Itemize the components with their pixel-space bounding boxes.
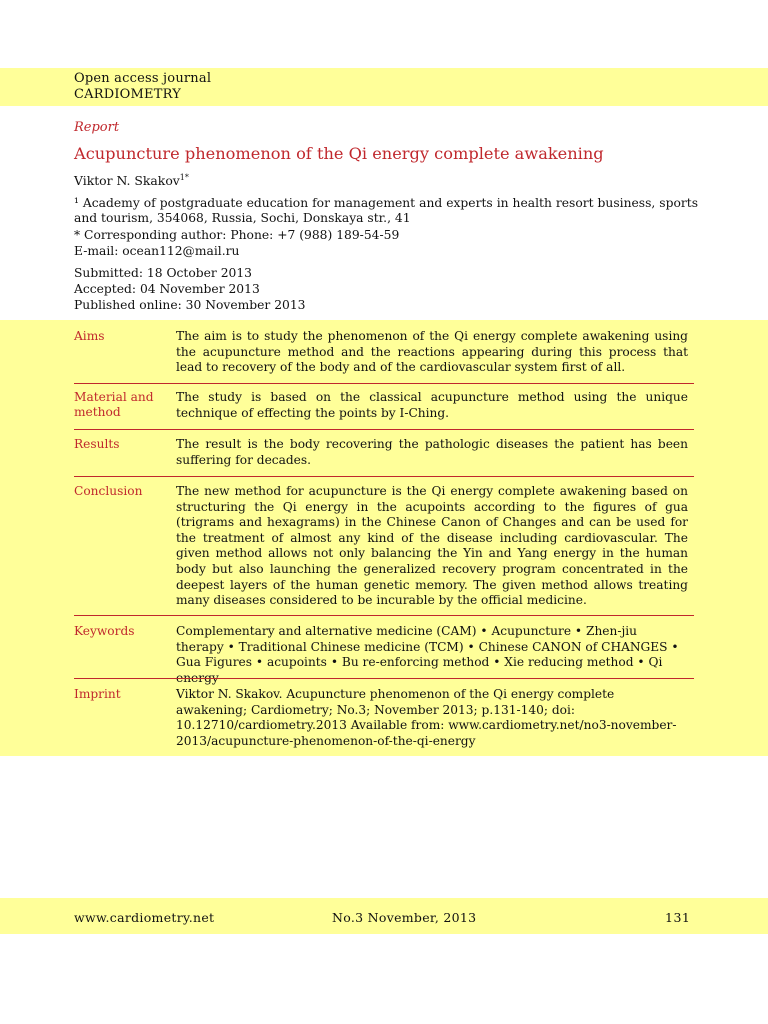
- row-divider: [74, 476, 694, 477]
- abstract-text-method: The study is based on the classical acupuncture method using the unique technique of effecting the points by I-Ching.: [176, 390, 688, 420]
- abstract-label-method: Material and method: [74, 390, 154, 420]
- published-date: Published online: 30 November 2013: [74, 298, 306, 312]
- abstract-text-imprint: Viktor N. Skakov. Acupuncture phenomenon of the Qi energy complete awakening; Cardiometry; No.3; November 2013; p.131-140; doi: 10.12710/cardiometry.2013 Available from: www.cardiometry.net/no3-november-2013/acupuncture-phenomenon-of-the-qi-energy: [176, 687, 677, 748]
- article-title: Acupuncture phenomenon of the Qi energy complete awakening: [74, 144, 604, 163]
- article-type-label: Report: [74, 120, 120, 135]
- journal-name: CARDIOMETRY: [74, 87, 181, 102]
- author-marks: 1*: [179, 173, 189, 182]
- footer-issue: No.3 November, 2013: [332, 910, 477, 925]
- page-number: 131: [665, 910, 691, 925]
- abstract-label-imprint: Imprint: [74, 687, 121, 701]
- abstract-label-conclusion: Conclusion: [74, 484, 143, 498]
- abstract-label-keywords: Keywords: [74, 624, 135, 638]
- abstract-text-aims: The aim is to study the phenomenon of the Qi energy complete awakening using the acupuncture method and the reactions appearing during this process that lead to recovery of the body and of the cardiovascular system first of all.: [176, 329, 688, 375]
- abstract-text-conclusion: The new method for acupuncture is the Qi energy complete awakening based on structuring the Qi energy in the acupoints according to the figures of gua (trigrams and hexagrams) in the Chinese Canon of Changes and can be used for the treatment of almost any kind of the disease including cardiovascular. The given method allows not only balancing the Yin and Yang energy in the human body but also launching the generalized recovery program concentrated in the deepest layers of the human genetic memory. The given method allows treating many diseases considered to be incurable by the official medicine.: [176, 484, 688, 608]
- submitted-date: Submitted: 18 October 2013: [74, 266, 252, 280]
- corresponding-author: * Corresponding author: Phone: +7 (988) 189-54-59: [74, 228, 400, 242]
- footer-url: www.cardiometry.net: [74, 910, 215, 925]
- row-divider: [74, 383, 694, 384]
- journal-type: Open access journal: [74, 71, 212, 86]
- abstract-text-keywords: Complementary and alternative medicine (CAM) • Acupuncture • Zhen-jiu therapy • Traditional Chinese medicine (TCM) • Chinese CANON of CHANGES • Gua Figures • acupoints • Bu re-enforcing method • Xie reducing method • Qi energy: [176, 624, 679, 685]
- author-line: [74, 173, 189, 188]
- author-name: Viktor N. Skakov: [74, 173, 180, 189]
- affiliation: ¹ Academy of postgraduate education for management and experts in health resort business, sports and tourism, 354068, Russia, Sochi, Donskaya str., 41: [74, 196, 698, 226]
- abstract-label-aims: Aims: [74, 329, 105, 343]
- abstract-text-results: The result is the body recovering the pathologic diseases the patient has been suffering for decades.: [176, 437, 688, 467]
- row-divider: [74, 429, 694, 430]
- row-divider: [74, 615, 694, 616]
- row-divider: [74, 678, 694, 679]
- email: E-mail: ocean112@mail.ru: [74, 244, 240, 258]
- abstract-label-results: Results: [74, 437, 120, 451]
- accepted-date: Accepted: 04 November 2013: [74, 282, 260, 296]
